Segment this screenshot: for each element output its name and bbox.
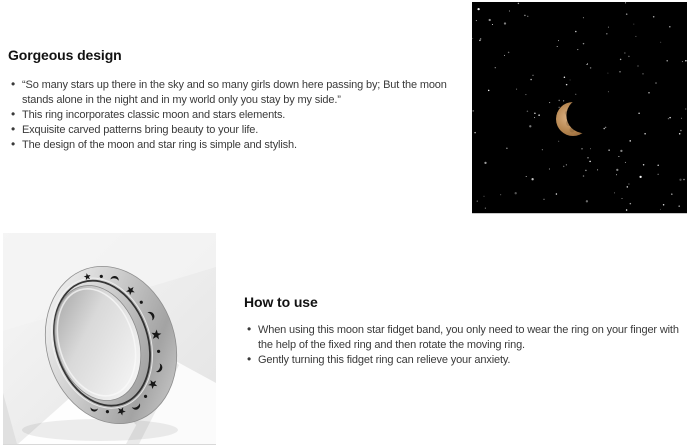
usage-section (244, 292, 680, 368)
moon-star-fidget-ring-photo (3, 233, 216, 444)
bullet-item: • This ring incorporates classic moon and stars elements. (22, 108, 472, 123)
bullet-item: • Gently turning this fidget ring can relieve your anxiety. (258, 353, 680, 368)
bullet-item: • When using this moon star fidget band, you only need to wear the ring on your finger with the help of the fixed ring and then rotate the moving ring. (258, 323, 680, 353)
usage-bullet-list (244, 323, 680, 368)
usage-heading: How to use (244, 294, 318, 310)
bullet-item: • The design of the moon and star ring is simple and stylish. (22, 138, 472, 153)
design-section (8, 45, 472, 153)
bullet-item: • “So many stars up there in the sky and so many girls down here passing by; But the moon stands alone in the night and in my world only you stay by my side.” (22, 78, 472, 108)
bullet-item: • Exquisite carved patterns bring beauty to your life. (22, 123, 472, 138)
crescent-moon-starry-sky-photo (472, 2, 687, 213)
design-heading: Gorgeous design (8, 47, 122, 63)
design-bullet-list (8, 78, 472, 153)
